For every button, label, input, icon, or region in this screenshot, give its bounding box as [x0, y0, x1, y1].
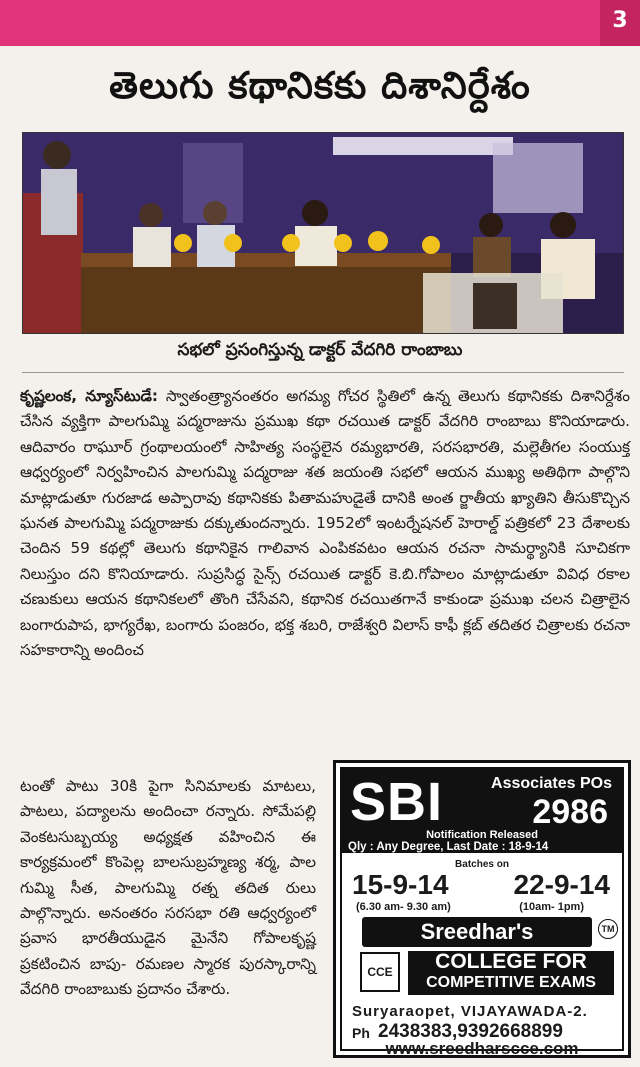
ad-college-title [408, 951, 614, 995]
ad-batch-date-1: 15-9-14 [352, 869, 449, 900]
ad-address: Suryaraopet, VIJAYAWADA-2. [352, 1003, 588, 1020]
ad-college-line-2: COMPETITIVE EXAMS [426, 974, 596, 991]
ad-website: www.sreedharscce.com [385, 1039, 579, 1058]
article-headline: తెలుగు కథానికకు దిశానిర్దేశం [109, 64, 531, 107]
article-dateline: కృష్ణలంక, న్యూస్‌టుడే: [20, 387, 158, 405]
page-number: 3 [600, 0, 640, 46]
ad-batch-time-1: (6.30 am- 9.30 am) [356, 901, 451, 913]
ad-institute-name: Sreedhar's [362, 917, 592, 947]
ad-batch-time-2: (10am- 1pm) [519, 901, 584, 913]
ad-associates-label: Associates POs [491, 775, 612, 792]
article-body [20, 384, 630, 663]
article-body-text: స్వాతంత్ర్యానంతరం అగమ్య గోచర స్థితిలో ఉన్న తెలుగు కథానికకు దిశానిర్దేశం చేసిన వ్యక్తిగా పాలగుమ్మి పద్మరాజును ప్రముఖ కథా రచయిత డాక్టర్ వేదగిరి రాంబాబు కొనియాడారు. ఆదివారం రాఘూర్ గ్రంథాలయంలో సాహిత్య సంస్థలైన రమ్యభారతి, సరసభారతి, మల్లెతీగల సంయుక్త ఆధ్వర్యంలో నిర్వహించిన పాలగుమ్మి పద్మరాజు శత జయంతి సభలో ఆయన ముఖ్య అతిథిగా పాల్గొని మాట్లాడుతూ గురజాడ అప్పారావు కథానికకు పితామహుడైతే దానికి అంత ర్జాతీయ ఖ్యాతిని తీసుకొచ్చిన ఘనత పాలగుమ్మి పద్మరాజుకు దక్కుతుందన్నారు. 1952లో ఇంటర్నేషనల్ హెరాల్డ్ పత్రికలో 23 దేశాలకు చెందిన 59 కథల్లో తెలుగు కథానికైన గాలివాన ఎంపికవటం ఆయన రచనా సామర్థ్యానికి సూచికగా నిలుస్తుం దని కొనియాడారు. సుప్రసిద్ధ సైన్స్ రచయిత డాక్టర్ కె.బి.గోపాలం మాట్లాడుతూ వివిధ రకాల చణుకులు ఆయన కథానికలలో తొంగి చేసేవని, కథానిక రచయితగానే కాకుండా ప్రముఖ చలన చిత్రాలైన బంగారుపాప, భాగ్యరేఖ, బంగారు పంజరం, భక్త శబరి, రాజేశ్వరి విలాస్ కాఫీ క్లబ్ తదితర చిత్రాలకు రచనా సహకారాన్ని అందించ [20, 387, 630, 660]
ad-phone: 2438383,9392668899 [378, 1021, 563, 1042]
trademark-icon: TM [598, 919, 618, 939]
cce-logo-icon: CCE [360, 952, 400, 992]
page-top-banner [0, 0, 640, 46]
ad-batch-date-2: 22-9-14 [513, 869, 610, 900]
ad-batches-label: Batches on [455, 859, 509, 870]
ad-brand-sbi: SBI [350, 772, 444, 832]
event-photo-illustration [23, 133, 624, 334]
advertisement [333, 760, 631, 1058]
ad-qualification: Qly : Any Degree, Last Date : 18-9-14 [348, 841, 549, 853]
caption-divider [22, 372, 624, 373]
ad-college-line-1: COLLEGE FOR [435, 950, 587, 973]
article-continued-column: టంతో పాటు 30కి పైగా సినిమాలకు మాటలు, పాటలు, పద్యాలను అందించా రన్నారు. సోమేపల్లి వెంకటసుబ్బయ్య అధ్యక్షత వహించిన ఈ కార్యక్రమంలో కొంపెల్ల బాలసుబ్రహ్మణ్య శర్మ, పాల గుమ్మి సీత, పాలగుమ్మి రత్న తదిత రులు పాల్గొన్నారు. అనంతరం సరసభా రతి ఆధ్వర్యంలో ప్రవాస భారతీయుడైన మైనేని గోపాలకృష్ణ ప్రకటించిన బాపు- రమణల స్మారక పురస్కారాన్ని వేదగిరి రాంబాబుకు ప్రదానం చేశారు. [20, 777, 316, 999]
event-photo [22, 132, 624, 334]
ad-header [342, 769, 622, 853]
photo-caption: సభలో ప్రసంగిస్తున్న డాక్టర్ వేదగిరి రాంబాబు [177, 340, 463, 360]
ad-vacancy-count: 2986 [532, 793, 608, 831]
ad-notification: Notification Released [426, 829, 538, 841]
advertisement-inner [340, 767, 624, 1058]
ad-phone-label: Ph [352, 1025, 370, 1041]
